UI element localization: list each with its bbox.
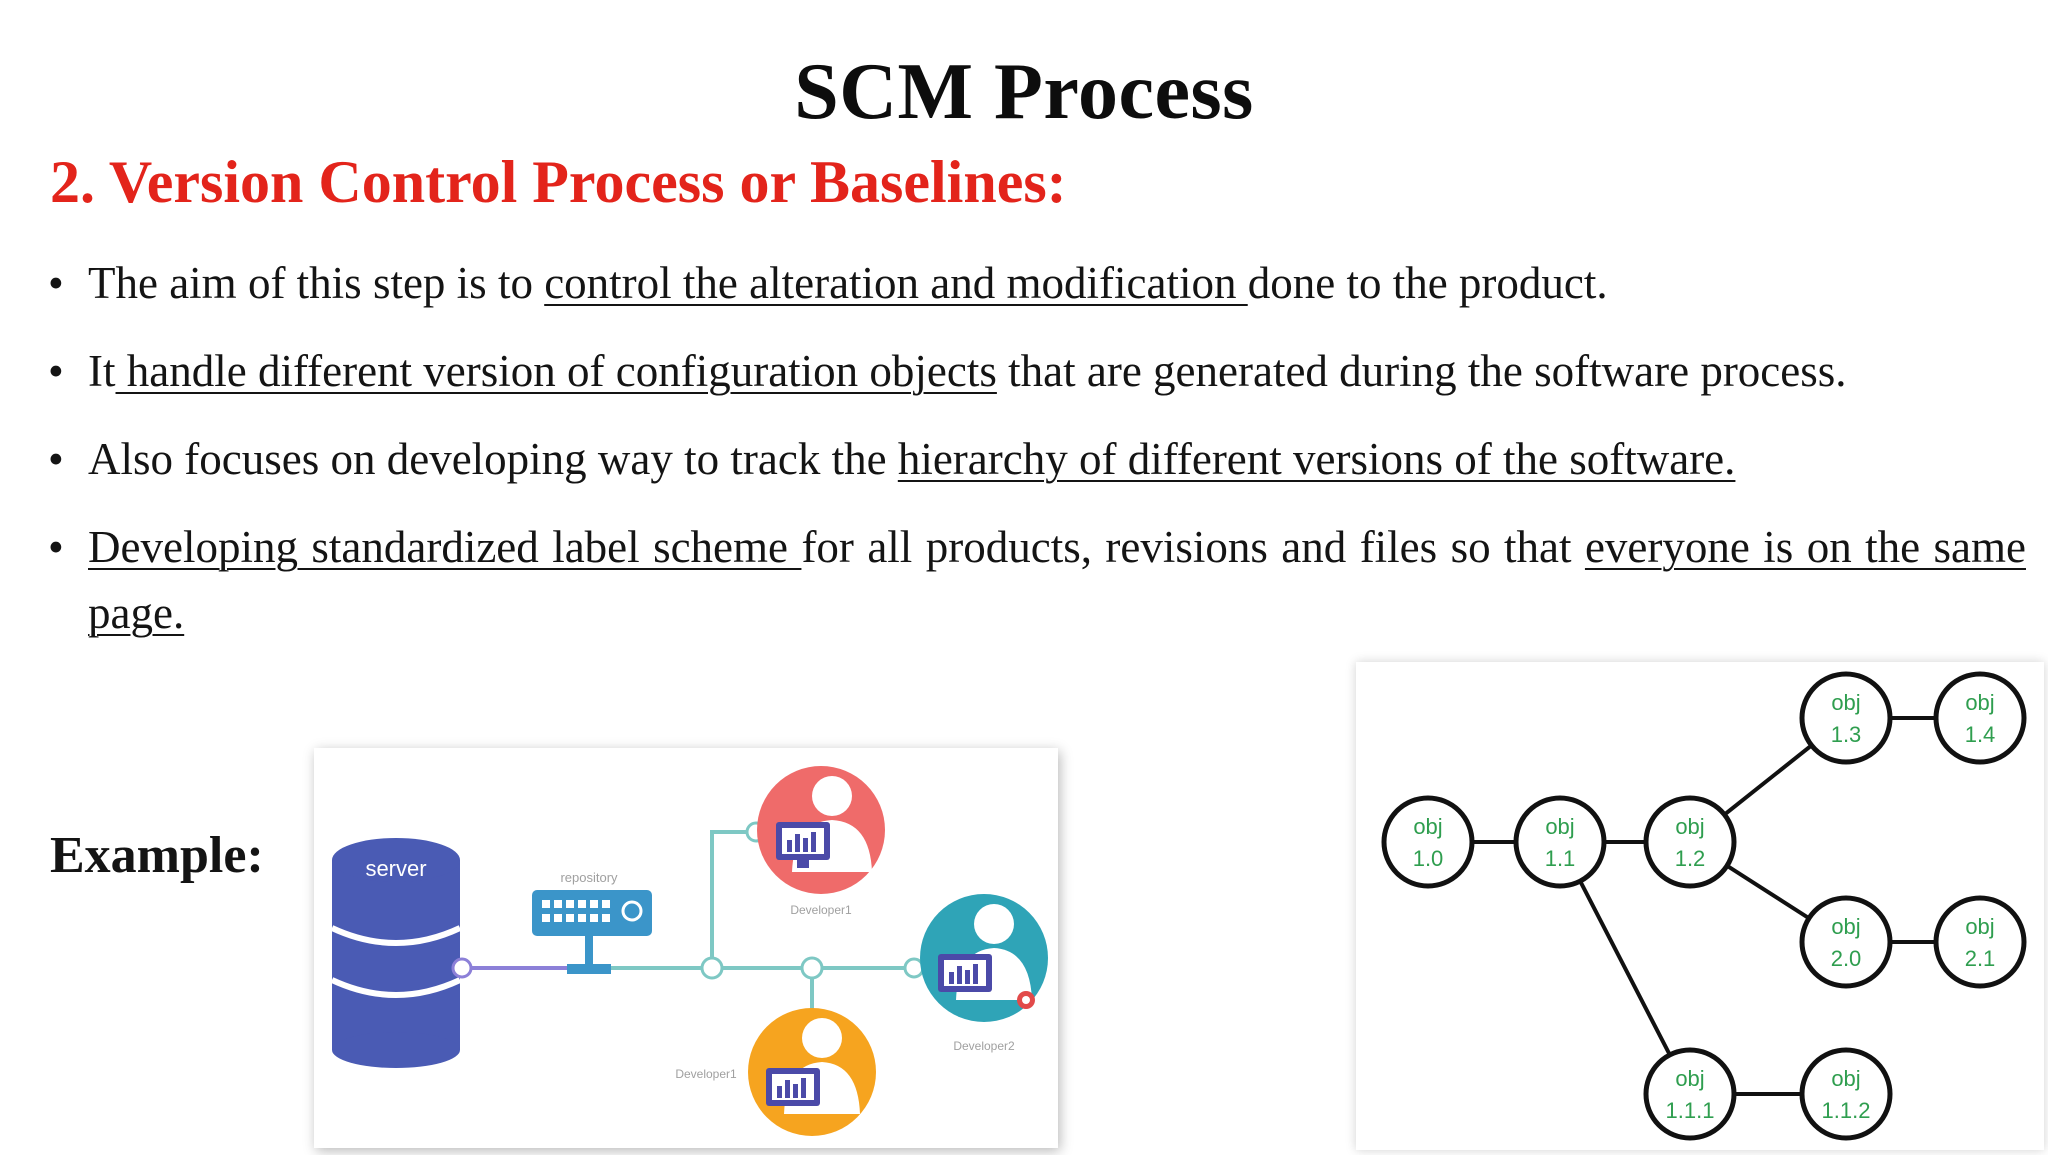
developer-top-label: Developer1 xyxy=(790,903,852,917)
version-node-word: obj xyxy=(1545,814,1575,839)
version-node-circle xyxy=(1516,798,1604,886)
version-node-circle xyxy=(1802,674,1890,762)
version-node-number: 1.1 xyxy=(1544,846,1576,871)
version-node xyxy=(1802,1050,1890,1138)
bullet-text xyxy=(88,258,1608,308)
server-body xyxy=(332,860,460,1050)
bullet-marker: • xyxy=(48,346,64,396)
version-node-number: 2.0 xyxy=(1830,946,1862,971)
version-node-word: obj xyxy=(1831,690,1861,715)
repository-diagram xyxy=(314,748,1058,1148)
underlined-phrase: everyone is on the same page. xyxy=(88,522,2026,638)
developer-top-icon xyxy=(757,766,885,917)
version-node-number: 2.1 xyxy=(1964,946,1996,971)
text-run: done to the product. xyxy=(1247,258,1608,308)
version-node-word: obj xyxy=(1965,690,1995,715)
server-label: server xyxy=(365,856,427,881)
example-label: Example: xyxy=(50,827,264,884)
text-run: Also focuses on developing way to track the xyxy=(88,434,898,484)
version-node-circle xyxy=(1802,1050,1890,1138)
text-run: The aim of this step is to xyxy=(88,258,545,308)
version-node-circle xyxy=(1936,898,2024,986)
version-node-number: 1.1.2 xyxy=(1821,1098,1871,1123)
version-node xyxy=(1802,674,1890,762)
version-node xyxy=(1646,1050,1734,1138)
repository-base xyxy=(567,964,611,974)
version-node-number: 1.1.1 xyxy=(1665,1098,1715,1123)
junction-node xyxy=(702,958,722,978)
version-node xyxy=(1802,898,1890,986)
version-node-circle xyxy=(1646,1050,1734,1138)
repository-label: repository xyxy=(560,870,618,885)
connector-to-developer-top xyxy=(712,832,756,968)
slide-title: SCM Process xyxy=(794,48,1254,136)
server-database-icon xyxy=(332,838,460,1068)
version-node-number: 1.0 xyxy=(1412,846,1444,871)
version-node-word: obj xyxy=(1413,814,1443,839)
developer-right-label: Developer2 xyxy=(953,1039,1015,1053)
developer-bottom-icon xyxy=(675,1008,876,1136)
version-node-word: obj xyxy=(1831,1066,1861,1091)
version-node-circle xyxy=(1802,898,1890,986)
version-node xyxy=(1936,674,2024,762)
text-run: for all products, revisions and files so that xyxy=(801,522,1585,572)
server-bottom xyxy=(332,1032,460,1068)
bullet-text xyxy=(88,434,1735,484)
repository-box xyxy=(532,890,652,936)
bullet-list xyxy=(48,250,2026,646)
version-node-circle xyxy=(1936,674,2024,762)
version-node xyxy=(1936,898,2024,986)
developer-bottom-label: Developer1 xyxy=(675,1067,737,1081)
bullet-item xyxy=(48,426,2026,492)
version-node-word: obj xyxy=(1675,814,1705,839)
bullet-marker: • xyxy=(48,434,64,484)
version-node-circle xyxy=(1384,798,1472,886)
junction-node xyxy=(802,958,822,978)
developer-right-icon xyxy=(920,894,1048,1053)
repository-icon xyxy=(532,870,652,936)
section-heading: 2. Version Control Process or Baselines: xyxy=(50,149,1067,215)
version-node-word: obj xyxy=(1675,1066,1705,1091)
version-node-number: 1.2 xyxy=(1674,846,1706,871)
version-node-word: obj xyxy=(1965,914,1995,939)
version-node-number: 1.3 xyxy=(1830,722,1862,747)
version-node-word: obj xyxy=(1831,914,1861,939)
version-node xyxy=(1384,798,1472,886)
bullet-text xyxy=(88,522,2026,638)
version-node-number: 1.4 xyxy=(1964,722,1996,747)
repository-diagram-svg xyxy=(314,748,1058,1148)
bullet-item xyxy=(48,514,2026,646)
version-node xyxy=(1516,798,1604,886)
underlined-phrase: handle different version of configuration objects xyxy=(115,346,997,396)
server-port xyxy=(453,959,471,977)
text-run: It xyxy=(88,346,116,396)
underlined-phrase: Developing standardized label scheme xyxy=(88,522,802,572)
version-tree-svg xyxy=(1356,662,2044,1150)
version-tree-diagram xyxy=(1356,662,2044,1150)
text-run: that are generated during the software process. xyxy=(996,346,1847,396)
bullet-item xyxy=(48,250,2026,316)
bullet-text xyxy=(88,346,1847,396)
bullet-item xyxy=(48,338,2026,404)
underlined-phrase: control the alteration and modification xyxy=(544,258,1248,308)
version-node-circle xyxy=(1646,798,1734,886)
bullet-marker: • xyxy=(48,522,64,572)
version-node xyxy=(1646,798,1734,886)
bullet-marker: • xyxy=(48,258,64,308)
underlined-phrase: hierarchy of different versions of the software. xyxy=(897,434,1736,484)
